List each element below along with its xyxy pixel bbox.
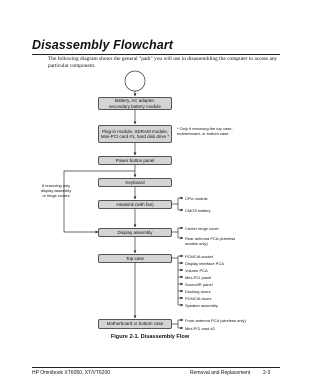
- motherboard-item: Mini-PCI card #2: [185, 325, 215, 331]
- figure-caption: Figure 2-1. Disassembly Flow: [110, 334, 190, 340]
- bypass-note: If removing only display assembly or hinge covers: [40, 183, 72, 198]
- top-case-item: Speaker assembly: [185, 302, 218, 308]
- top-case-box: Top case: [98, 254, 172, 263]
- top-case-item: PCMCIA doors: [185, 295, 212, 301]
- display-item: Rear antenna PCA (wireless models only): [185, 235, 236, 246]
- top-case-item: Display interface PCA: [185, 260, 224, 266]
- top-case-item: PCMCIA socket: [185, 253, 214, 259]
- footer-page-number: 2-3: [263, 370, 271, 376]
- top-case-item: Sound/IR panel: [185, 281, 213, 287]
- footer-rule: [32, 367, 280, 368]
- power-button-panel-box: Power button panel: [98, 156, 172, 165]
- intro-paragraph: The following diagram shows the general "path" you will use in disassembling the computer to access any particular component.: [48, 56, 278, 70]
- start-circle: [125, 71, 145, 91]
- heatsink-item: CMOS battery: [185, 207, 211, 213]
- plugin-module-box: Plug-in module, SDRAM module, Mini-PCI card #1, hard disk drive *: [98, 125, 172, 143]
- page-title: Disassembly Flowchart: [32, 38, 174, 52]
- display-item: Center hinge cover: [185, 225, 219, 231]
- motherboard-item: Front antenna PCA (wireless only): [185, 317, 246, 323]
- footer-section: Removal and Replacement: [190, 370, 251, 376]
- display-assembly-box: Display assembly: [98, 228, 172, 237]
- plugin-footnote: * Only if removing the top case, motherboard, or bottom case.: [177, 126, 233, 136]
- keyboard-box: Keyboard: [98, 178, 172, 187]
- heatsink-item: CPU module: [185, 195, 208, 201]
- top-case-item: Mini-PCI panel: [185, 274, 212, 280]
- footer-product: HP Omnibook XT6050, XT/VT6200: [32, 370, 111, 376]
- battery-box: Battery, AC adapter, secondary battery module: [98, 97, 172, 110]
- top-case-item: Volume PCA: [185, 267, 208, 273]
- motherboard-box: Motherboard or bottom case: [98, 319, 172, 329]
- top-case-item: Docking doors: [185, 288, 211, 294]
- heatsink-box: Heatsink (with fan): [98, 200, 172, 209]
